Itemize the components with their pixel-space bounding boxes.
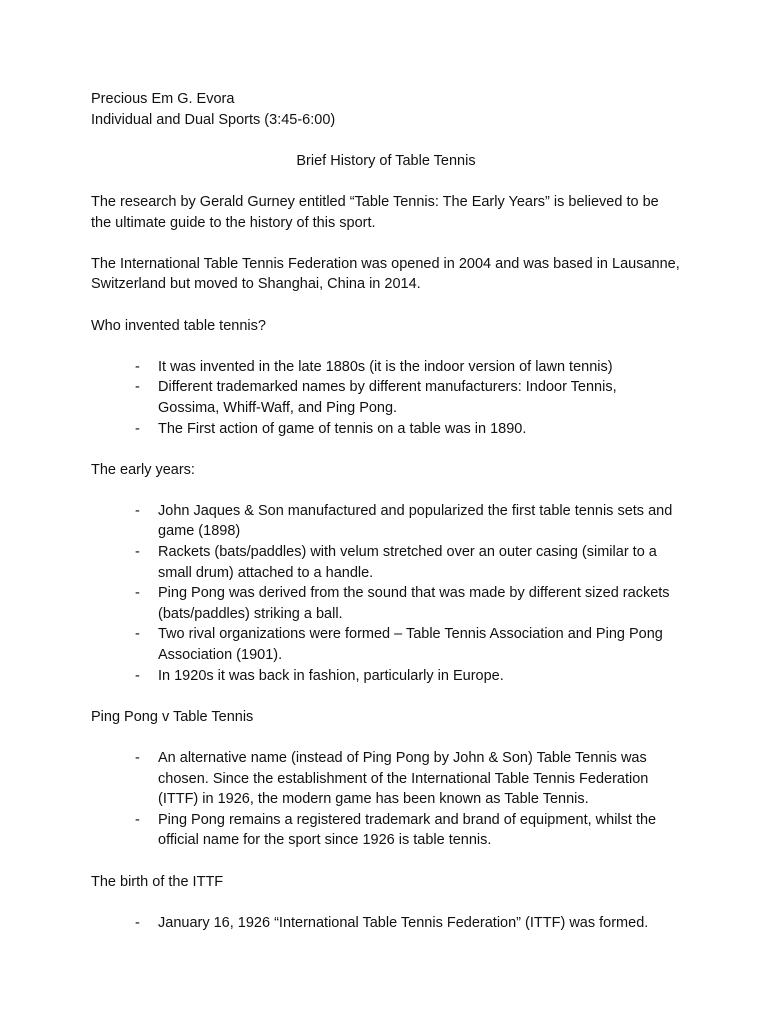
dash-bullet: - — [135, 667, 140, 684]
list-item-text: In 1920s it was back in fashion, particularly in Europe. — [158, 667, 504, 684]
list-item-text: An alternative name (instead of Ping Pong by John & Son) Table Tennis was chosen. Since the establishment of the International Table Tennis Federation (ITTF) in 1926, the modern game has been known as Table Tennis. — [158, 750, 649, 808]
list-item — [91, 624, 681, 665]
document-title: Brief History of Table Tennis — [296, 152, 476, 169]
dash-bullet: - — [135, 585, 140, 602]
list-item — [91, 542, 681, 583]
bullet-list — [91, 501, 681, 686]
list-item-text: Rackets (bats/paddles) with velum stretched over an outer casing (similar to a small drum) attached to a handle. — [158, 544, 657, 581]
list-item — [91, 377, 681, 418]
dash-bullet: - — [135, 914, 140, 931]
list-item-text: January 16, 1926 “International Table Tennis Federation” (ITTF) was formed. — [158, 914, 649, 931]
list-item-text: Ping Pong was derived from the sound that was made by different sized rackets (bats/paddles) striking a ball. — [158, 585, 670, 622]
list-item — [91, 357, 681, 378]
list-item-text: Different trademarked names by different manufacturers: Indoor Tennis, Gossima, Whiff-Waff, and Ping Pong. — [158, 379, 617, 416]
course-name: Individual and Dual Sports (3:45-6:00) — [91, 111, 336, 128]
bullet-list — [91, 357, 681, 439]
dash-bullet: - — [135, 502, 140, 519]
list-item — [91, 748, 681, 810]
list-item — [91, 583, 681, 624]
section-heading: Ping Pong v Table Tennis — [91, 708, 254, 725]
list-item-text: Ping Pong remains a registered trademark and brand of equipment, whilst the official name for the sport since 1926 is table tennis. — [158, 811, 657, 849]
list-item — [91, 666, 681, 687]
author-name: Precious Em G. Evora — [91, 91, 235, 107]
dash-bullet: - — [135, 811, 140, 828]
list-item-text: The First action of game of tennis on a table was in 1890. — [158, 420, 527, 437]
dash-bullet: - — [135, 379, 140, 396]
intro-paragraph: The International Table Tennis Federation was opened in 2004 and was based in Lausanne, Switzerland but moved to Shanghai, China in 2014. — [91, 255, 680, 293]
list-item-text: John Jaques & Son manufactured and popularized the first table tennis sets and game (1898) — [158, 502, 673, 540]
list-item — [91, 501, 681, 542]
section-heading: Who invented table tennis? — [91, 317, 266, 334]
list-item — [91, 810, 681, 851]
dash-bullet: - — [135, 420, 140, 437]
dash-bullet: - — [135, 750, 140, 766]
list-item — [91, 913, 681, 934]
list-item-text: It was invented in the late 1880s (it is the indoor version of lawn tennis) — [158, 358, 613, 375]
document-body — [91, 89, 681, 933]
section-heading: The early years: — [91, 461, 195, 478]
intro-paragraph: The research by Gerald Gurney entitled “Table Tennis: The Early Years” is believed to be the ultimate guide to the history of this sport. — [91, 193, 659, 231]
list-item-text: Two rival organizations were formed – Table Tennis Association and Ping Pong Association (1901). — [158, 626, 663, 664]
dash-bullet: - — [135, 544, 140, 561]
list-item — [91, 419, 681, 440]
bullet-list — [91, 913, 681, 934]
bullet-list — [91, 748, 681, 851]
dash-bullet: - — [135, 358, 140, 375]
dash-bullet: - — [135, 626, 140, 643]
section-heading: The birth of the ITTF — [91, 873, 224, 890]
